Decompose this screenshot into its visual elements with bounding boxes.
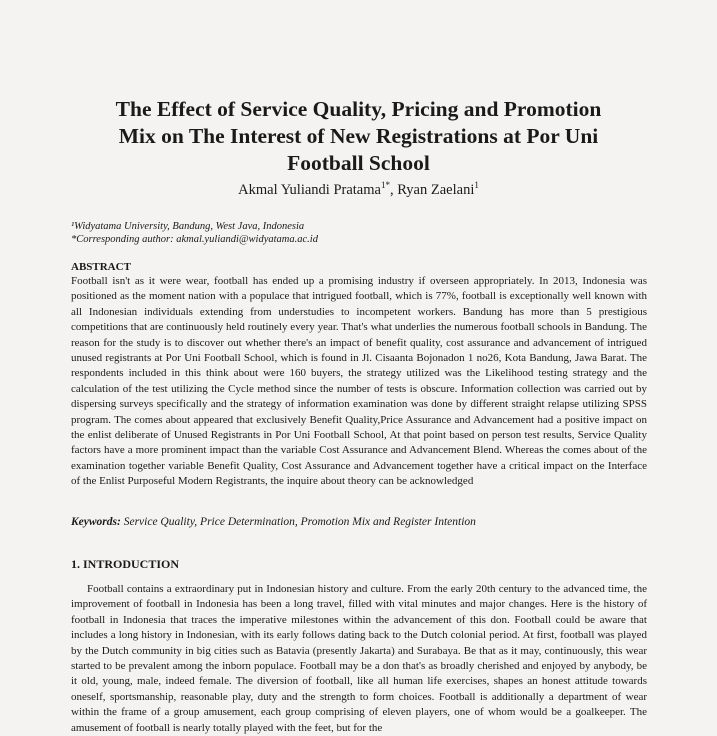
title-line: Mix on The Interest of New Registrations at Por Uni bbox=[118, 124, 599, 148]
author-name: Akmal Yuliandi Pratama bbox=[238, 181, 381, 198]
abstract-heading: ABSTRACT bbox=[71, 261, 131, 273]
author-superscript: 1* bbox=[380, 180, 390, 190]
section-heading: 1. INTRODUCTION bbox=[71, 557, 180, 571]
abstract-text: Football isn't as it were wear, football has ended up a promising industry if overseen appropriately. In 2013, Indonesia was positioned as the moment nation with a populace that intrigued football, which is 77%, football is exceptionally well known with all Indonesian individuals extending from understudies to incompetent workers. Bandung has more than 5 prestigious competitions that are continuously held routinely every year. That's what underlies the numerous football schools in Bandung. The reason for the study is to discover out whether there's an impact of benefit quality, cost assurance and advancement of intrigued unused registrants at Por Uni Football School, which is found in Jl. Cisaanta Bojonadon 1 no26, Kota Bandung, Jawa Barat. The respondents included in this think about were 160 buyers, the strategy utilized was the Likelihood testing strategy and the calculation of the test utilizing the Cycle method since the number of tests is obscure. Information collection was carried out by dispersing surveys specifically and the strategy of information examination was done by different straight relapse utilizing SPSS program. The comes about appeared that exclusively Benefit Quality,Price Assurance and Advancement had a positive impact on the enlist deliberate of Unused Registrants in Por Uni Football School, At that point based on person test results, Service Quality factors have a more prominent impact than the variable Cost Assurance and Advancement Blend. Whereas the comes about of the examination together variable Benefit Quality, Cost Assurance and Advancement together have a critical impact on the Interface of the Enlist Purposeful Modern Registrants, the inquire about theory can be acknowledged bbox=[71, 275, 647, 488]
keywords bbox=[71, 516, 647, 528]
corresponding-author-line: *Corresponding author: akmal.yuliandi@widyatama.ac.id bbox=[71, 234, 318, 245]
author-name: Ryan Zaelani bbox=[397, 181, 475, 198]
introduction-text: Football contains a extraordinary put in Indonesian history and culture. From the early 20th century to the advanced time, the improvement of football in Indonesia has been a long travel, filled with vital minutes and major changes. Here is the history of football in Indonesia that traces the imperative milestones within the advancement of this don. Football could be aware that includes a long history in Indonesian, with its early follows dating back to the Dutch colonial period. At first, football was played by the Dutch community in big cities such as Batavia (presently Jakarta) and Surabaya. Be that as it may, continuously, this wear started to be prevalent among the inborn populace. Football may be a don that's as broadly cherished and enjoyed by anybody, be it old, young, male, indeed female. The diversion of football, like all human life exercises, shapes an honest attitude towards oneself, sportsmanship, reasonable play, duty and the strength to form choices. Football is additionally a department of wear within the frame of a group amusement, each group comprising of eleven players, one of whom would be a goalkeeper. The amusement of football is nearly totally played with the feet, but for the bbox=[71, 583, 647, 734]
title-line: The Effect of Service Quality, Pricing and Promotion bbox=[115, 97, 602, 121]
title-line: Football School bbox=[287, 151, 430, 175]
author-list bbox=[60, 180, 657, 199]
author-separator: , bbox=[389, 181, 398, 198]
affiliations bbox=[71, 220, 318, 246]
keywords-text: Service Quality, Price Determination, Promotion Mix and Register Intention bbox=[120, 516, 476, 528]
author-superscript: 1 bbox=[474, 180, 479, 190]
paper-title bbox=[60, 96, 657, 177]
keywords-label: Keywords: bbox=[71, 516, 121, 528]
affiliation-line: ¹Widyatama University, Bandung, West Java, Indonesia bbox=[71, 221, 305, 232]
